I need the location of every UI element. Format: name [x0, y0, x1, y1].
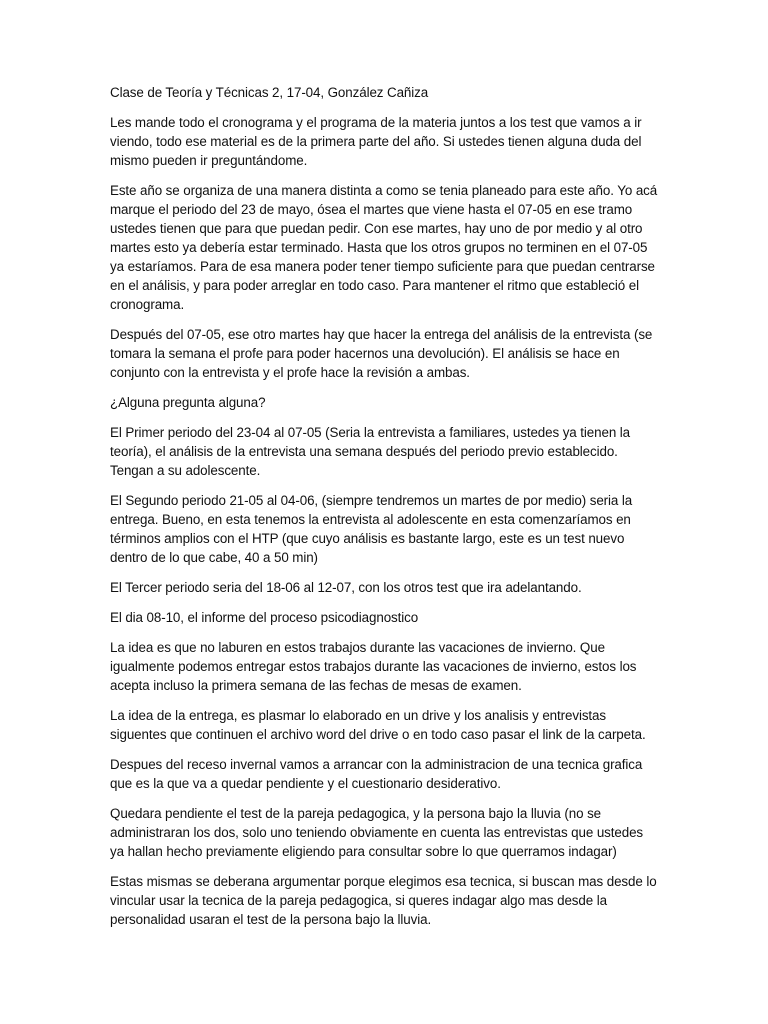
document-title: Clase de Teoría y Técnicas 2, 17-04, González Cañiza [110, 85, 429, 100]
document-page [110, 83, 660, 940]
paragraph-cronograma: Les mande todo el cronograma y el programa de la materia juntos a los test que vamos a ir viendo, todo ese material es de la primera parte del año. Si ustedes tienen alguna duda del mismo pueden ir preguntándome. [110, 115, 642, 168]
paragraph-organizacion: Este año se organiza de una manera distinta a como se tenia planeado para este año. Yo acá marque el periodo del 23 de mayo, ósea el martes que viene hasta el 07-05 en ese tramo ustedes tienen que para que puedan pedir. Con ese martes, hay uno de por medio y al otro martes esto ya debería estar terminado. Hasta que los otros grupos no terminen en el 07-05 ya estaríamos. Para de esa manera poder tener tiempo suficiente para que puedan centrarse en el análisis, y para poder arreglar en todo caso. Para mantener el ritmo que estableció el cronograma. [110, 183, 658, 312]
paragraph-tercer-periodo: El Tercer periodo seria del 18-06 al 12-07, con los otros test que ira adelantando. [110, 580, 582, 595]
paragraph-segundo-periodo: El Segundo periodo 21-05 al 04-06, (siempre tendremos un martes de por medio) seria la entrega. Bueno, en esta tenemos la entrevista al adolescente en esta comenzaríamos en términos amplios con el HTP (que cuyo análisis es bastante largo, este es un test nuevo dentro de lo que cabe, 40 a 50 min) [110, 493, 633, 565]
paragraph-informe: El dia 08-10, el informe del proceso psicodiagnostico [110, 610, 419, 625]
paragraph-argumentar: Estas mismas se deberana argumentar porque elegimos esa tecnica, si buscan mas desde lo vincular usar la tecnica de la pareja pedagogica, si queres indagar algo mas desde la personalidad usaran el test de la persona bajo la lluvia. [110, 874, 657, 927]
paragraph-entrega-analisis: Después del 07-05, ese otro martes hay que hacer la entrega del análisis de la entrevista (se tomara la semana el profe para poder hacernos una devolución). El análisis se hace en conjunto con la entrevista y el profe hace la revisión a ambas. [110, 327, 653, 380]
paragraph-pendiente: Quedara pendiente el test de la pareja pedagogica, y la persona bajo la lluvia (no se administraran los dos, solo uno teniendo obviamente en cuenta las entrevistas que ustedes ya hallan hecho previamente eligiendo para consultar sobre lo que querramos indagar) [110, 806, 644, 859]
paragraph-pregunta: ¿Alguna pregunta alguna? [110, 395, 266, 410]
paragraph-vacaciones: La idea es que no laburen en estos trabajos durante las vacaciones de invierno. Que igualmente podemos entregar estos trabajos durante las vacaciones de invierno, estos los acepta incluso la primera semana de las fechas de mesas de examen. [110, 640, 637, 693]
paragraph-idea-entrega: La idea de la entrega, es plasmar lo elaborado en un drive y los analisis y entrevistas siguentes que continuen el archivo word del drive o en todo caso pasar el link de la carpeta. [110, 708, 646, 742]
paragraph-receso: Despues del receso invernal vamos a arrancar con la administracion de una tecnica grafica que es la que va a quedar pendiente y el cuestionario desiderativo. [110, 757, 643, 791]
paragraph-primer-periodo: El Primer periodo del 23-04 al 07-05 (Seria la entrevista a familiares, ustedes ya tienen la teoría), el análisis de la entrevista una semana después del periodo previo establecido. Tengan a su adolescente. [110, 425, 631, 478]
